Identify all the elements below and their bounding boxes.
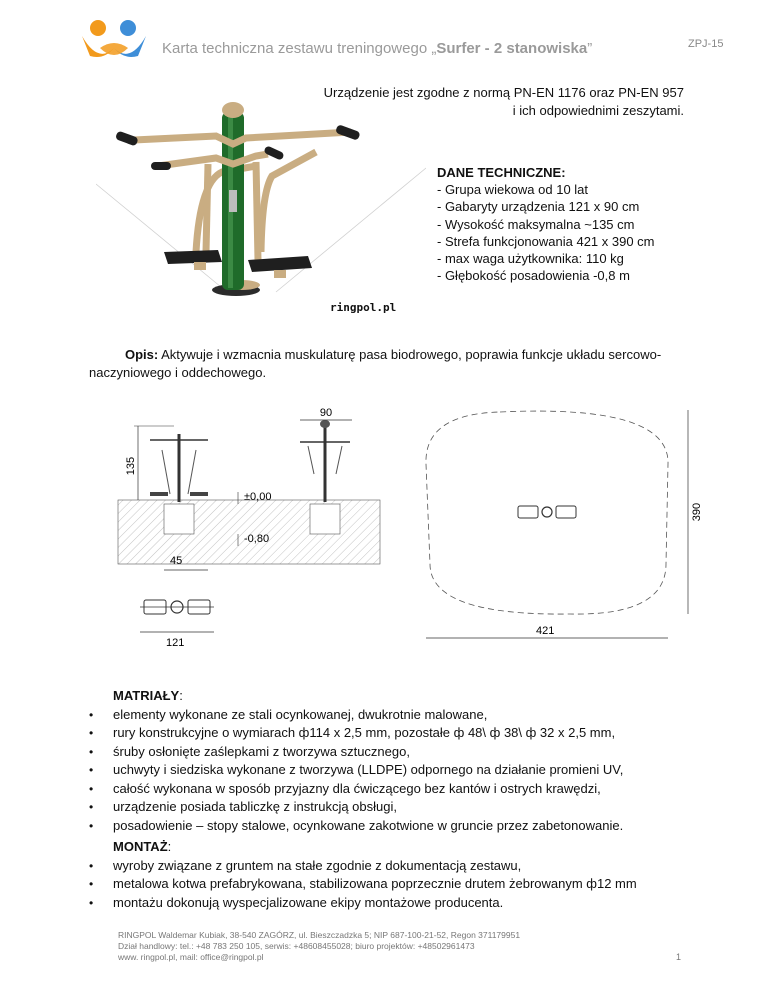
list-item: • całość wykonana w sposób przyjazny dla ćwiczącego bez kantów i ostrych krawędzi, <box>83 780 723 799</box>
description-label: Opis: <box>125 347 159 362</box>
tech-item: - Strefa funkcjonowania 421 x 390 cm <box>437 233 655 249</box>
tech-item: - Gabaryty urządzenia 121 x 90 cm <box>437 199 640 215</box>
level-zero-label: ±0,00 <box>244 491 272 503</box>
product-name: Surfer - 2 stanowiska <box>436 40 588 57</box>
safety-zone <box>426 410 703 638</box>
zone-height-label: 390 <box>691 502 703 522</box>
tech-item: - Głębokość posadowienia -0,8 m <box>437 268 630 284</box>
dim-width-label: 121 <box>166 637 185 649</box>
list-item: • posadowienie – stopy stalowe, ocynkowane zakotwione w gruncie przez zabetonowanie. <box>83 817 723 836</box>
list-item: • śruby osłonięte zaślepkami z tworzywa sztucznego, <box>83 743 723 762</box>
montage-heading: MONTAŻ: <box>113 839 172 854</box>
zone-width-label: 421 <box>536 625 555 637</box>
plan-view <box>140 600 214 649</box>
footer-company-info: RINGPOL Waldemar Kubiak, 38-540 ZAGÓRZ, ul. Bieszczadzka 5; NIP 687-100-21-52, Regon 371179951 Dział handlowy: tel.: +48 783 250 105, serwis: +48608455028; biuro projektów: +48502961473 www. ringpol.pl, mail: office@ringpol.pl <box>118 930 521 962</box>
ringpol-logo <box>78 18 150 66</box>
level-depth-label: -0,80 <box>244 533 270 545</box>
document-title: Karta techniczna zestawu treningowego „Surfer - 2 stanowiska” <box>162 40 593 57</box>
dim-height-label: 135 <box>125 456 137 476</box>
dim-depth-label: 90 <box>319 407 333 419</box>
list-item: • elementy wykonane ze stali ocynkowanej, dwukrotnie malowane, <box>83 706 723 725</box>
technical-data <box>437 164 655 284</box>
dim-foundation-label: 45 <box>170 555 183 567</box>
tech-item: - Grupa wiekowa od 10 lat <box>437 182 589 198</box>
norm-statement: Urządzenie jest zgodne z normą PN-EN 1176 oraz PN-EN 957 i ich odpowiednimi zeszytami. <box>323 85 684 118</box>
tech-item: - Wysokość maksymalna ~135 cm <box>437 216 635 232</box>
technical-data-heading: DANE TECHNICZNE: <box>437 165 566 180</box>
description-text: Aktywuje i wzmacnia muskulaturę pasa biodrowego, poprawia funkcje układu sercowo-naczyniowego i oddechowego. <box>89 347 662 380</box>
side-elevation <box>118 407 380 570</box>
page-number: 1 <box>676 952 682 962</box>
materials-section <box>83 687 723 835</box>
materials-list <box>83 706 723 836</box>
montage-section <box>83 838 723 912</box>
technical-drawing <box>100 404 720 654</box>
list-item: • montażu dokonują wyspecjalizowane ekipy montażowe producenta. <box>83 894 723 913</box>
product-illustration <box>96 92 426 322</box>
montage-list <box>83 857 723 913</box>
list-item: • uchwyty i siedziska wykonane z tworzywa (LLDPE) odpornego na działanie promieni UV, <box>83 761 723 780</box>
materials-heading: MATRIAŁY: <box>113 688 183 703</box>
document-code: ZPJ-15 <box>688 38 724 50</box>
description <box>89 346 689 382</box>
list-item: • rury konstrukcyjne o wymiarach ф114 x 2,5 mm, pozostałe ф 48\ ф 38\ ф 32 x 2,5 mm, <box>83 724 723 743</box>
brand-watermark: ringpol.pl <box>330 301 397 314</box>
list-item: • metalowa kotwa prefabrykowana, stabilizowana poprzecznie drutem żebrowanym ф12 mm <box>83 875 723 894</box>
tech-item: - max waga użytkownika: 110 kg <box>437 251 624 267</box>
list-item: • urządzenie posiada tabliczkę z instrukcją obsługi, <box>83 798 723 817</box>
list-item: • wyroby związane z gruntem na stałe zgodnie z dokumentacją zestawu, <box>83 857 723 876</box>
